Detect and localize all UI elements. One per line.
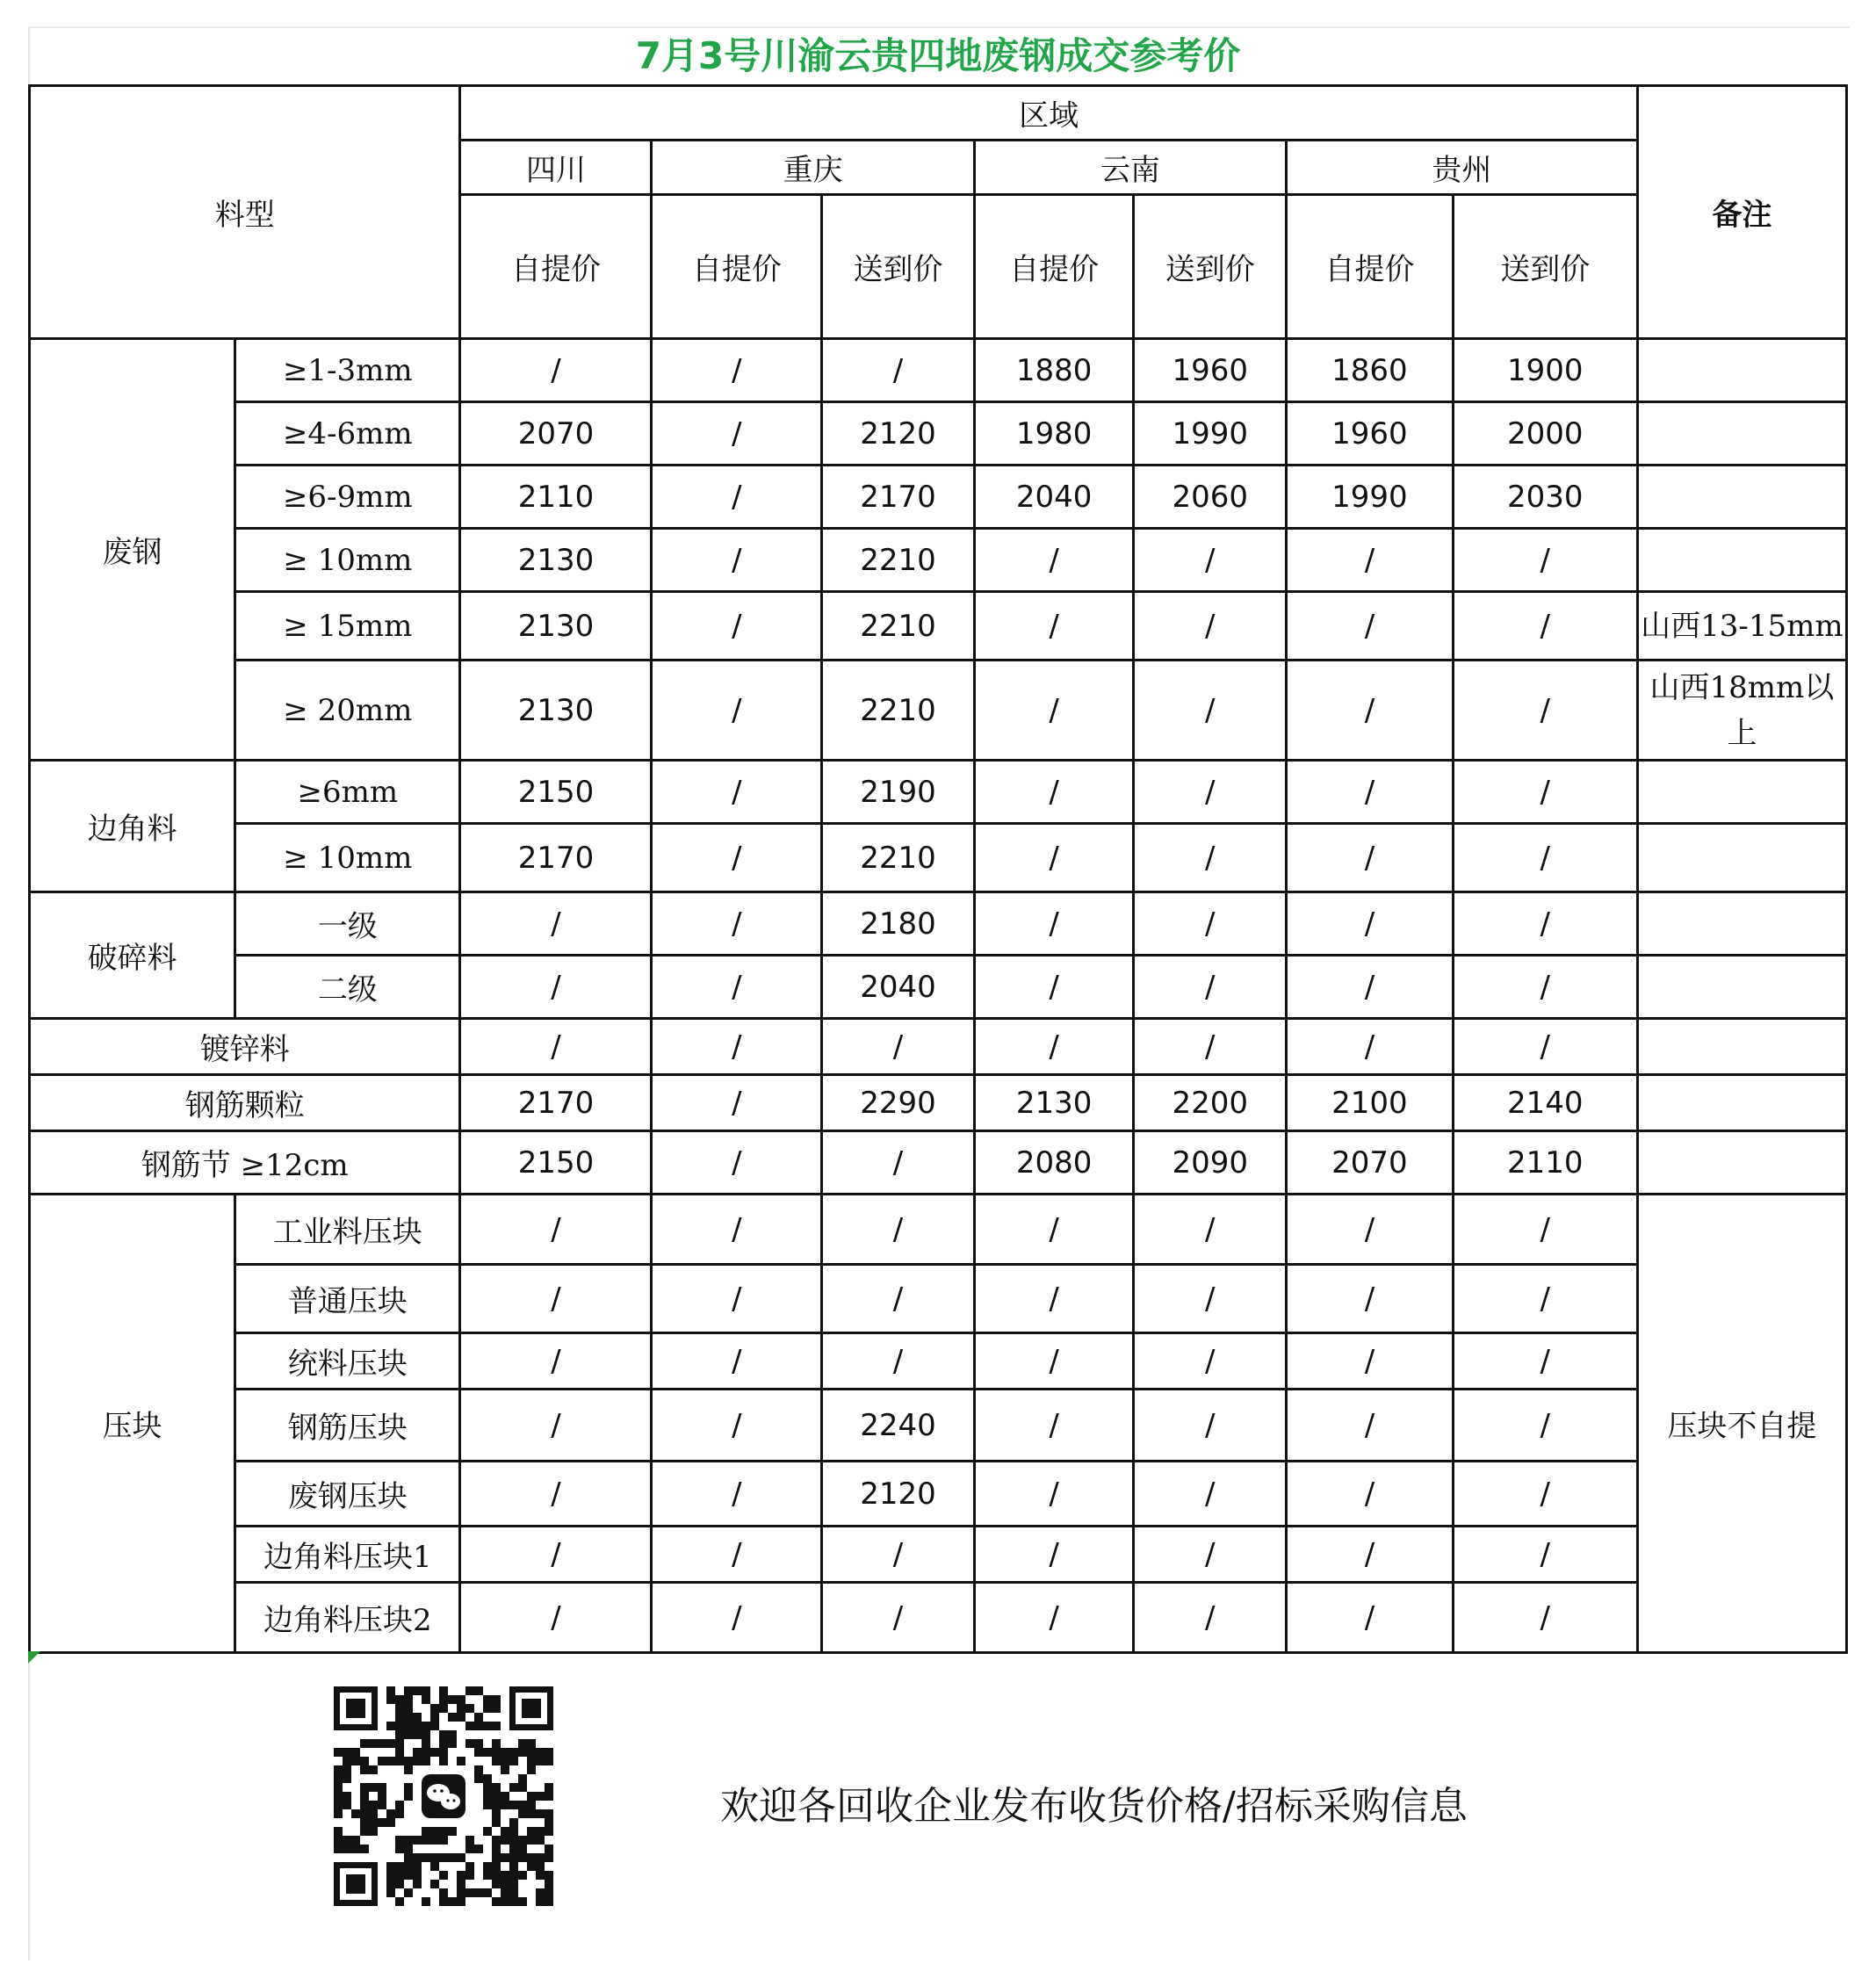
price-cell: / <box>1453 1462 1637 1527</box>
price-cell: 2000 <box>1453 402 1637 466</box>
header-region-guizhou: 贵州 <box>1287 141 1638 195</box>
spec-label: 边角料压块1 <box>235 1527 460 1583</box>
remark-cell <box>1637 466 1846 529</box>
price-cell: / <box>1453 824 1637 892</box>
price-cell: / <box>1453 892 1637 956</box>
price-cell: 2210 <box>822 824 975 892</box>
price-cell: / <box>652 1527 822 1583</box>
price-cell: / <box>460 339 652 402</box>
remark-cell <box>1637 1019 1846 1075</box>
header-material-type: 料型 <box>30 86 460 339</box>
price-cell: 2150 <box>460 1131 652 1195</box>
price-cell: / <box>974 661 1134 761</box>
price-cell: / <box>460 1390 652 1462</box>
remark-cell <box>1637 402 1846 466</box>
price-cell: / <box>1287 1527 1454 1583</box>
price-cell: / <box>974 1019 1134 1075</box>
price-cell: / <box>1287 1333 1454 1390</box>
price-cell: / <box>1134 824 1287 892</box>
price-cell: 2130 <box>460 661 652 761</box>
price-cell: / <box>1287 892 1454 956</box>
price-cell: / <box>460 1462 652 1527</box>
table-row <box>30 1583 1847 1653</box>
sheet-corner-marker <box>28 1651 40 1664</box>
price-cell: / <box>460 1583 652 1653</box>
price-cell: / <box>974 1583 1134 1653</box>
table-row <box>30 1390 1847 1462</box>
spec-label: ≥ 20mm <box>235 661 460 761</box>
price-cell: / <box>652 1265 822 1333</box>
price-cell: / <box>1134 892 1287 956</box>
price-cell: / <box>652 892 822 956</box>
table-row <box>30 1527 1847 1583</box>
price-cell: 2040 <box>822 956 975 1019</box>
price-cell: 2090 <box>1134 1131 1287 1195</box>
price-cell: / <box>974 956 1134 1019</box>
price-cell: / <box>974 1265 1134 1333</box>
remark-cell <box>1637 339 1846 402</box>
price-cell: / <box>652 339 822 402</box>
qr-code <box>334 1686 553 1906</box>
remark-cell <box>1637 892 1846 956</box>
price-cell: / <box>652 661 822 761</box>
price-cell: / <box>460 956 652 1019</box>
price-cell: / <box>1287 761 1454 824</box>
price-cell: / <box>1287 1019 1454 1075</box>
price-cell: / <box>1453 1583 1637 1653</box>
price-cell: / <box>652 466 822 529</box>
table-row <box>30 1333 1847 1390</box>
price-cell: / <box>974 1195 1134 1265</box>
table-row <box>30 1075 1847 1131</box>
spec-label: ≥6-9mm <box>235 466 460 529</box>
price-cell: / <box>1134 529 1287 592</box>
price-cell: / <box>1287 1462 1454 1527</box>
row-label: 钢筋颗粒 <box>30 1075 460 1131</box>
price-cell: / <box>974 761 1134 824</box>
spec-label: 边角料压块2 <box>235 1583 460 1653</box>
price-cell: / <box>1453 1195 1637 1265</box>
price-cell: / <box>652 529 822 592</box>
table-row <box>30 892 1847 956</box>
price-cell: / <box>652 761 822 824</box>
price-cell: / <box>652 1019 822 1075</box>
price-cell: / <box>1453 1333 1637 1390</box>
page-title: 7月3号川渝云贵四地废钢成交参考价 <box>635 34 1241 77</box>
price-cell: / <box>1134 1462 1287 1527</box>
price-cell: / <box>822 1019 975 1075</box>
price-cell: / <box>1134 1527 1287 1583</box>
price-cell: 2170 <box>460 824 652 892</box>
remark-cell <box>1637 1131 1846 1195</box>
row-label: 镀锌料 <box>30 1019 460 1075</box>
spec-label: 普通压块 <box>235 1265 460 1333</box>
price-cell: 2060 <box>1134 466 1287 529</box>
price-cell: 1990 <box>1134 402 1287 466</box>
price-cell: / <box>1134 1333 1287 1390</box>
price-cell: 1990 <box>1287 466 1454 529</box>
spec-label: 废钢压块 <box>235 1462 460 1527</box>
price-cell: 2030 <box>1453 466 1637 529</box>
table-row <box>30 1195 1847 1265</box>
table-row <box>30 824 1847 892</box>
remark-cell <box>1637 529 1846 592</box>
header-price-col: 自提价 <box>460 195 652 339</box>
header-region-yunnan: 云南 <box>974 141 1286 195</box>
price-cell: / <box>652 1390 822 1462</box>
price-cell: / <box>1287 592 1454 661</box>
group-label: 压块 <box>30 1195 235 1653</box>
price-cell: 2130 <box>974 1075 1134 1131</box>
price-cell: 2120 <box>822 402 975 466</box>
price-cell: / <box>1453 1265 1637 1333</box>
spec-label: 工业料压块 <box>235 1195 460 1265</box>
price-cell: 2150 <box>460 761 652 824</box>
remark-cell: 压块不自提 <box>1637 1195 1846 1653</box>
price-cell: 2210 <box>822 529 975 592</box>
remark-cell <box>1637 761 1846 824</box>
price-cell: 2240 <box>822 1390 975 1462</box>
price-cell: / <box>1453 761 1637 824</box>
spec-label: 统料压块 <box>235 1333 460 1390</box>
header-region-sichuan: 四川 <box>460 141 652 195</box>
price-cell: 2190 <box>822 761 975 824</box>
table-row <box>30 592 1847 661</box>
price-cell: / <box>1134 661 1287 761</box>
price-cell: / <box>1287 956 1454 1019</box>
table-row <box>30 956 1847 1019</box>
price-cell: 2290 <box>822 1075 975 1131</box>
price-cell: / <box>1134 592 1287 661</box>
table-row <box>30 339 1847 402</box>
price-cell: / <box>1287 1195 1454 1265</box>
price-cell: / <box>974 1333 1134 1390</box>
price-cell: / <box>974 529 1134 592</box>
price-cell: / <box>822 1527 975 1583</box>
header-price-col: 自提价 <box>1287 195 1454 339</box>
table-row <box>30 1131 1847 1195</box>
price-cell: / <box>1453 1019 1637 1075</box>
price-cell: / <box>652 1583 822 1653</box>
header-price-col: 送到价 <box>1453 195 1637 339</box>
table-row <box>30 661 1847 761</box>
price-cell: / <box>974 592 1134 661</box>
footer-message: 欢迎各回收企业发布收货价格/招标采购信息 <box>720 1784 1468 1829</box>
price-cell: 2200 <box>1134 1075 1287 1131</box>
price-cell: / <box>652 956 822 1019</box>
price-cell: / <box>460 1019 652 1075</box>
price-cell: / <box>460 1265 652 1333</box>
price-cell: / <box>1287 1583 1454 1653</box>
header-price-col: 送到价 <box>822 195 975 339</box>
price-cell: / <box>822 1195 975 1265</box>
table-row <box>30 1462 1847 1527</box>
price-cell: / <box>1134 956 1287 1019</box>
spec-label: ≥4-6mm <box>235 402 460 466</box>
spec-label: 二级 <box>235 956 460 1019</box>
table-row <box>30 1265 1847 1333</box>
price-cell: / <box>1287 824 1454 892</box>
price-cell: / <box>1453 956 1637 1019</box>
price-cell: / <box>652 1131 822 1195</box>
price-cell: / <box>652 1195 822 1265</box>
header-price-col: 送到价 <box>1134 195 1287 339</box>
price-cell: 2210 <box>822 661 975 761</box>
price-table <box>28 84 1848 1654</box>
price-cell: / <box>1134 1583 1287 1653</box>
price-cell: / <box>822 1131 975 1195</box>
price-cell: / <box>652 1462 822 1527</box>
price-cell: / <box>974 1527 1134 1583</box>
price-cell: 2110 <box>460 466 652 529</box>
price-cell: / <box>974 892 1134 956</box>
price-cell: 2130 <box>460 592 652 661</box>
price-cell: 1980 <box>974 402 1134 466</box>
spec-label: ≥ 10mm <box>235 824 460 892</box>
price-cell: 2080 <box>974 1131 1134 1195</box>
price-cell: / <box>1287 1390 1454 1462</box>
price-cell: / <box>822 339 975 402</box>
price-cell: / <box>652 402 822 466</box>
price-cell: / <box>1134 1195 1287 1265</box>
spec-label: ≥ 10mm <box>235 529 460 592</box>
price-cell: 1960 <box>1287 402 1454 466</box>
table-row <box>30 529 1847 592</box>
price-cell: / <box>974 1462 1134 1527</box>
price-cell: / <box>1453 592 1637 661</box>
price-cell: 2040 <box>974 466 1134 529</box>
price-cell: / <box>1453 1527 1637 1583</box>
price-cell: / <box>460 1195 652 1265</box>
remark-cell <box>1637 1075 1846 1131</box>
price-cell: 2070 <box>1287 1131 1454 1195</box>
price-cell: / <box>1287 1265 1454 1333</box>
spec-label: ≥6mm <box>235 761 460 824</box>
price-cell: / <box>1134 1019 1287 1075</box>
price-cell: / <box>1134 761 1287 824</box>
price-cell: / <box>1453 529 1637 592</box>
price-cell: / <box>460 1333 652 1390</box>
table-row <box>30 761 1847 824</box>
price-cell: 1960 <box>1134 339 1287 402</box>
group-label: 废钢 <box>30 339 235 761</box>
price-cell: / <box>652 592 822 661</box>
price-cell: / <box>460 1527 652 1583</box>
remark-cell <box>1637 956 1846 1019</box>
price-cell: / <box>652 1075 822 1131</box>
group-label: 破碎料 <box>30 892 235 1019</box>
price-cell: 1880 <box>974 339 1134 402</box>
price-cell: / <box>1287 529 1454 592</box>
price-cell: 1860 <box>1287 339 1454 402</box>
header-region-chongqing: 重庆 <box>652 141 974 195</box>
price-cell: 2130 <box>460 529 652 592</box>
table-row <box>30 466 1847 529</box>
price-cell: / <box>974 824 1134 892</box>
price-cell: / <box>974 1390 1134 1462</box>
price-cell: / <box>652 824 822 892</box>
table-row <box>30 402 1847 466</box>
spec-label: ≥ 15mm <box>235 592 460 661</box>
header-price-col: 自提价 <box>652 195 822 339</box>
header-region: 区域 <box>460 86 1637 141</box>
price-cell: 2110 <box>1453 1131 1637 1195</box>
price-cell: 2180 <box>822 892 975 956</box>
price-cell: / <box>652 1333 822 1390</box>
price-cell: / <box>822 1265 975 1333</box>
remark-cell: 山西13-15mm <box>1637 592 1846 661</box>
price-cell: 2120 <box>822 1462 975 1527</box>
price-cell: / <box>1134 1390 1287 1462</box>
price-cell: / <box>1453 661 1637 761</box>
spec-label: 钢筋压块 <box>235 1390 460 1462</box>
row-label: 钢筋节 ≥12cm <box>30 1131 460 1195</box>
remark-cell <box>1637 824 1846 892</box>
table-row <box>30 1019 1847 1075</box>
price-cell: / <box>1453 1390 1637 1462</box>
price-cell: 2170 <box>460 1075 652 1131</box>
price-cell: 2070 <box>460 402 652 466</box>
price-cell: / <box>460 892 652 956</box>
spec-label: ≥1-3mm <box>235 339 460 402</box>
price-cell: / <box>822 1333 975 1390</box>
group-label: 边角料 <box>30 761 235 892</box>
spec-label: 一级 <box>235 892 460 956</box>
price-cell: 2140 <box>1453 1075 1637 1131</box>
remark-cell: 山西18mm以上 <box>1637 661 1846 761</box>
price-cell: / <box>1134 1265 1287 1333</box>
price-cell: 1900 <box>1453 339 1637 402</box>
header-remarks: 备注 <box>1637 86 1846 339</box>
price-cell: 2170 <box>822 466 975 529</box>
price-cell: 2100 <box>1287 1075 1454 1131</box>
price-cell: / <box>1287 661 1454 761</box>
price-cell: / <box>822 1583 975 1653</box>
header-price-col: 自提价 <box>974 195 1134 339</box>
price-cell: 2210 <box>822 592 975 661</box>
